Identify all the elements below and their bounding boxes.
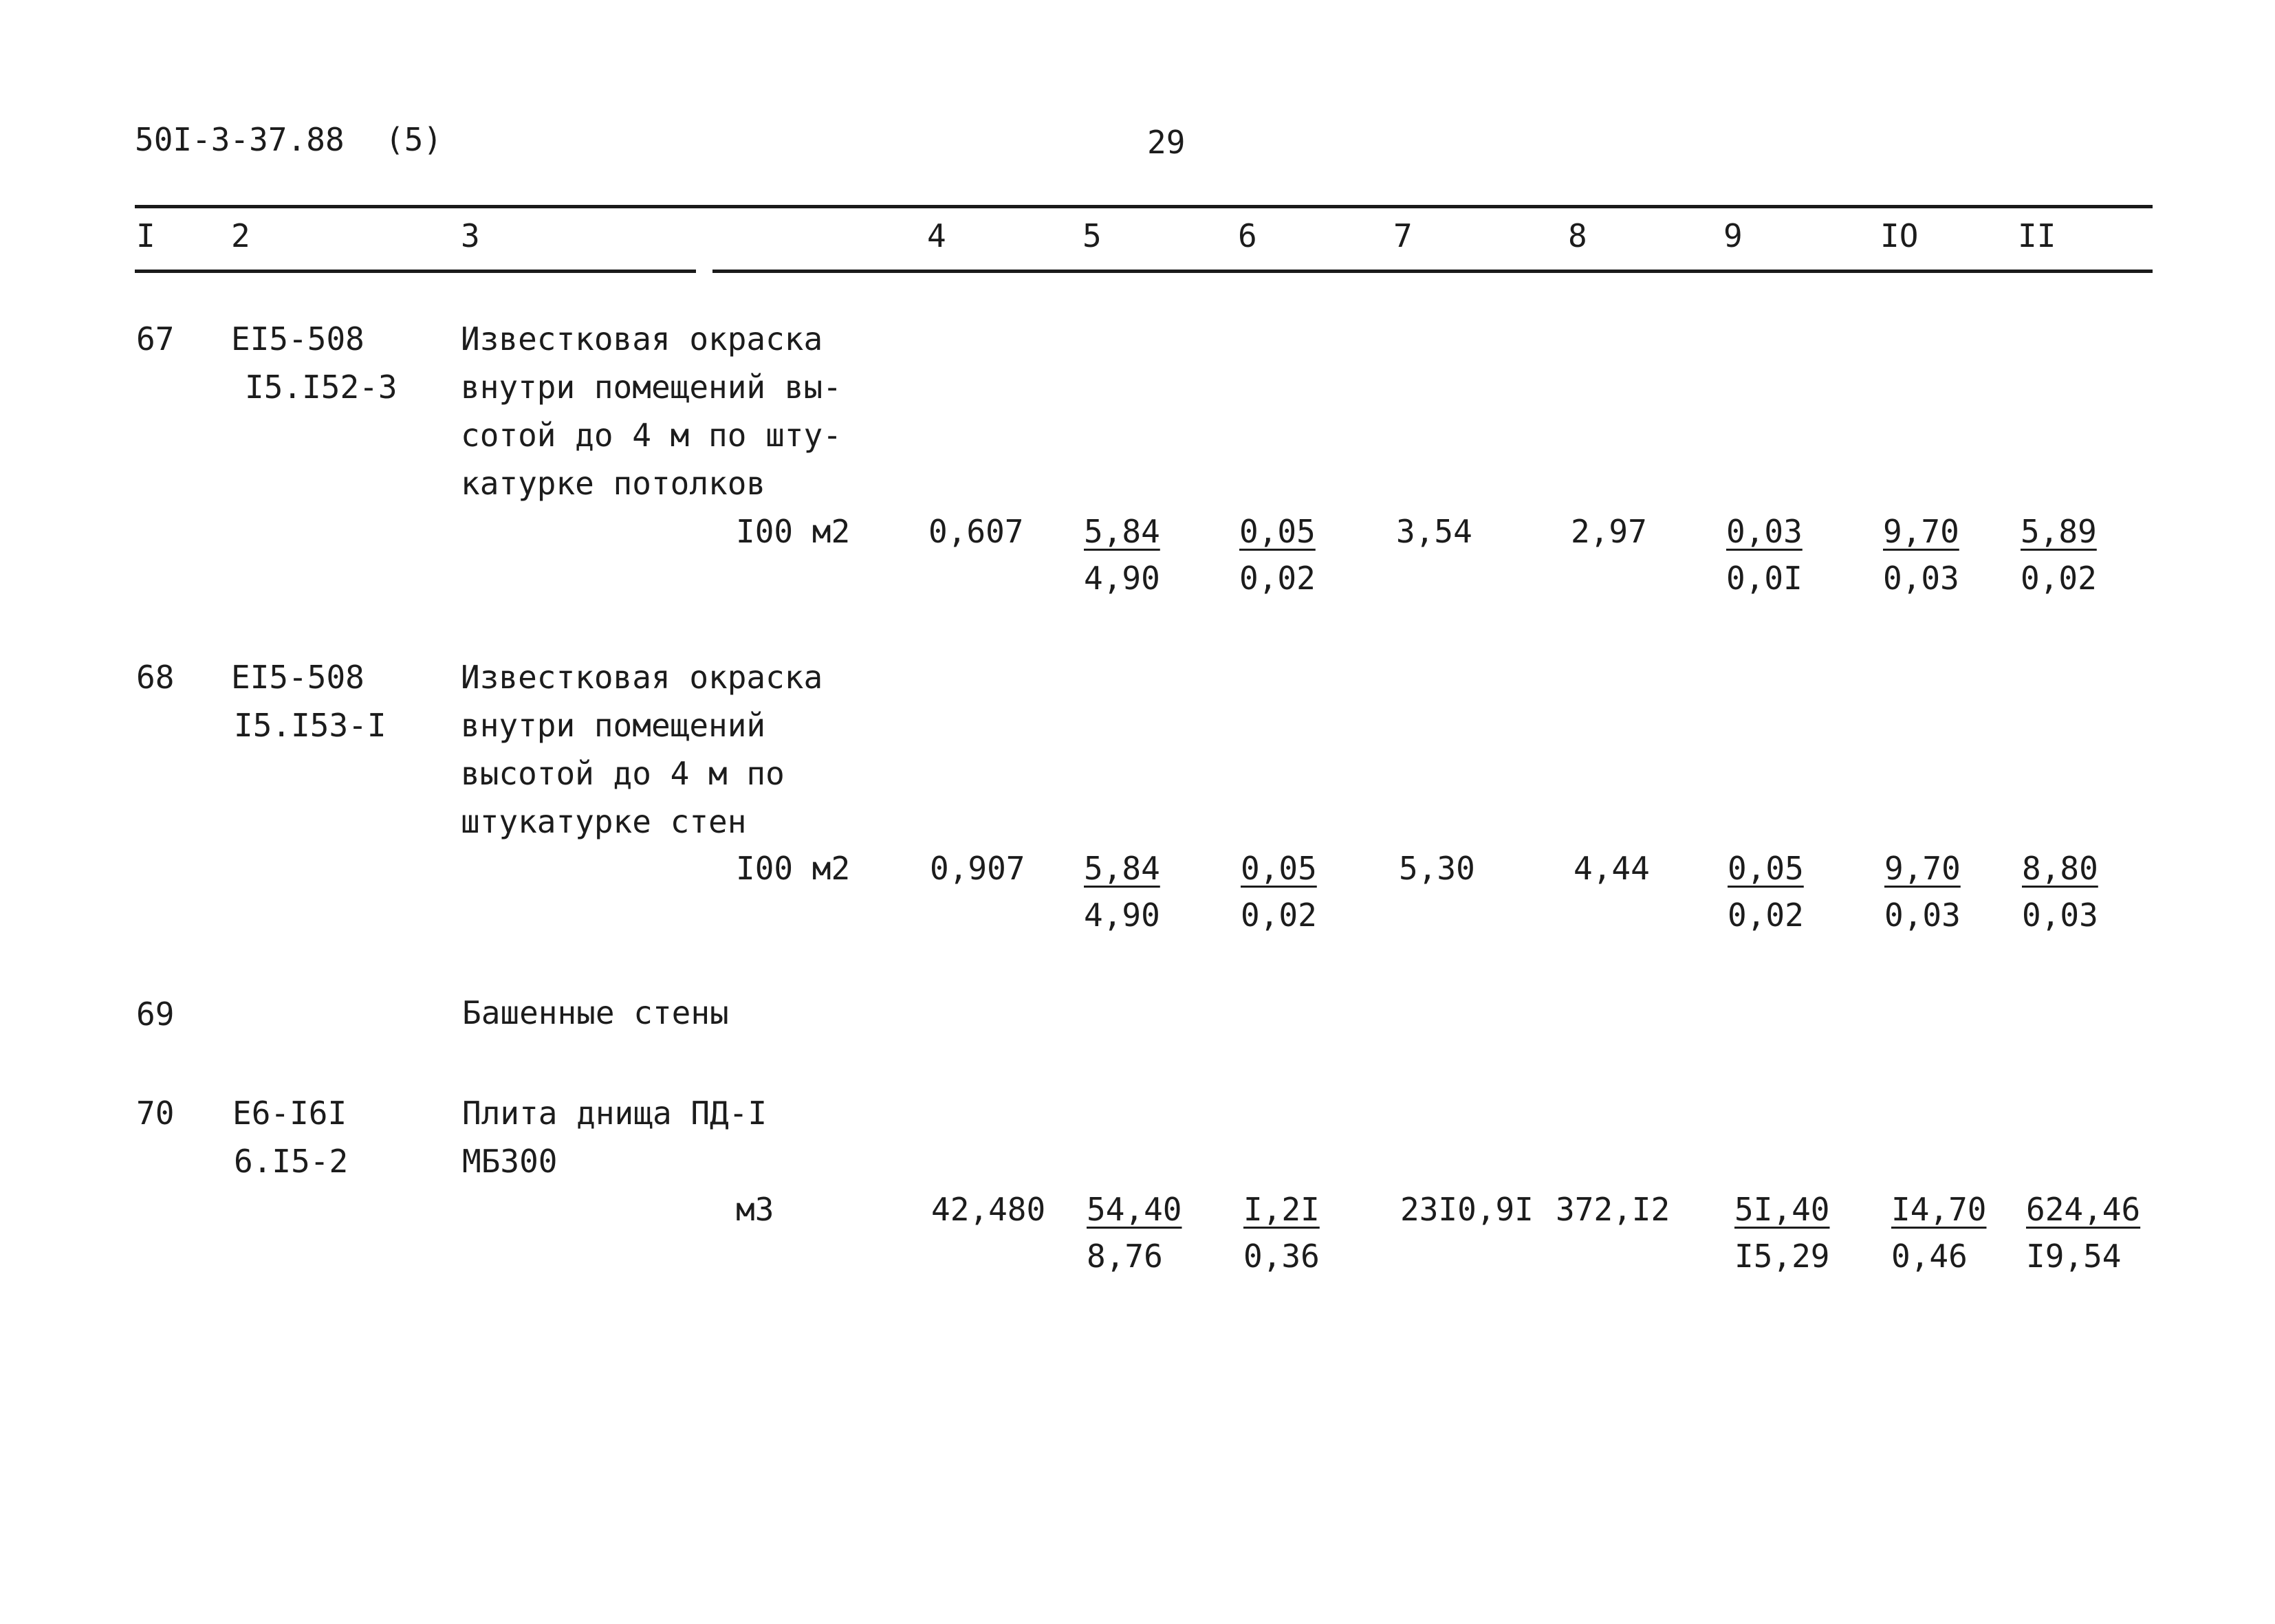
col11-top: 5,89 bbox=[2021, 513, 2097, 550]
column-number: 8 bbox=[1568, 217, 1587, 254]
col8-value: 372,I2 bbox=[1556, 1191, 1670, 1228]
column-number: 2 bbox=[231, 217, 250, 254]
quantity: 0,907 bbox=[930, 850, 1025, 887]
col10-bottom: 0,03 bbox=[1884, 897, 1961, 934]
description-line: Известковая окраска bbox=[461, 320, 823, 358]
col10-top: I4,70 bbox=[1891, 1191, 1987, 1228]
col7-value: 23I0,9I bbox=[1400, 1191, 1534, 1228]
row-number: 69 bbox=[136, 996, 175, 1033]
document-code: 50I-3-37.88 bbox=[135, 121, 345, 158]
col7-value: 3,54 bbox=[1396, 513, 1472, 550]
col11-top: 624,46 bbox=[2026, 1191, 2141, 1228]
code-line2: I5.I52-3 bbox=[245, 369, 398, 406]
code-line1: EI5-508 bbox=[231, 659, 364, 696]
col8-value: 4,44 bbox=[1574, 850, 1650, 887]
col9-top: 5I,40 bbox=[1734, 1191, 1830, 1228]
description-line: внутри помещений bbox=[461, 707, 766, 744]
col6-top: 0,05 bbox=[1241, 850, 1317, 887]
column-number: 4 bbox=[927, 217, 946, 254]
col11-bottom: 0,02 bbox=[2021, 560, 2097, 597]
section-heading: Башенные стены bbox=[462, 994, 729, 1031]
description-line: высотой до 4 м по bbox=[461, 755, 785, 792]
col5-bottom: 4,90 bbox=[1084, 560, 1160, 597]
col6-top: I,2I bbox=[1243, 1191, 1320, 1228]
col5-bottom: 4,90 bbox=[1084, 897, 1160, 934]
description-line: Известковая окраска bbox=[461, 659, 823, 696]
col10-bottom: 0,03 bbox=[1883, 560, 1959, 597]
col8-value: 2,97 bbox=[1571, 513, 1647, 550]
row-number: 70 bbox=[136, 1095, 175, 1132]
col6-bottom: 0,02 bbox=[1241, 897, 1317, 934]
col7-value: 5,30 bbox=[1399, 850, 1475, 887]
description-line: Плита днища ПД-I bbox=[462, 1095, 768, 1132]
document-part: (5) bbox=[385, 121, 443, 158]
code-line2: 6.I5-2 bbox=[234, 1143, 349, 1180]
column-number: 5 bbox=[1082, 217, 1102, 254]
description-line: сотой до 4 м по шту- bbox=[461, 417, 842, 454]
col9-top: 0,03 bbox=[1726, 513, 1803, 550]
unit: I00 м2 bbox=[736, 850, 851, 887]
quantity: 42,480 bbox=[931, 1191, 1046, 1228]
col9-top: 0,05 bbox=[1728, 850, 1804, 887]
unit: м3 bbox=[736, 1191, 774, 1228]
col11-bottom: I9,54 bbox=[2026, 1238, 2122, 1275]
column-number: 3 bbox=[461, 217, 480, 254]
column-number: I bbox=[136, 217, 155, 254]
description-line: МБ300 bbox=[462, 1143, 558, 1180]
col11-top: 8,80 bbox=[2022, 850, 2098, 887]
col9-bottom: 0,0I bbox=[1726, 560, 1803, 597]
row-number: 67 bbox=[136, 320, 175, 358]
description-line: штукатурке стен bbox=[461, 803, 747, 840]
page-number: 29 bbox=[1147, 124, 1186, 161]
col11-bottom: 0,03 bbox=[2022, 897, 2098, 934]
unit: I00 м2 bbox=[736, 513, 851, 550]
code-line1: E6-I6I bbox=[232, 1095, 347, 1132]
quantity: 0,607 bbox=[928, 513, 1024, 550]
col10-top: 9,70 bbox=[1883, 513, 1959, 550]
col5-top: 54,40 bbox=[1087, 1191, 1182, 1228]
row-number: 68 bbox=[136, 659, 175, 696]
column-number: II bbox=[2018, 217, 2056, 254]
description-line: катурке потолков bbox=[461, 465, 766, 502]
column-number: 6 bbox=[1238, 217, 1257, 254]
col6-bottom: 0,36 bbox=[1243, 1238, 1320, 1275]
header-bottom-rule-left bbox=[135, 270, 696, 273]
code-line2: I5.I53-I bbox=[234, 707, 387, 744]
col5-bottom: 8,76 bbox=[1087, 1238, 1163, 1275]
column-number: 7 bbox=[1393, 217, 1413, 254]
col5-top: 5,84 bbox=[1084, 513, 1160, 550]
code-line1: EI5-508 bbox=[231, 320, 364, 358]
table-top-rule bbox=[135, 205, 2153, 208]
col9-bottom: I5,29 bbox=[1734, 1238, 1830, 1275]
col5-top: 5,84 bbox=[1084, 850, 1160, 887]
header-bottom-rule-right bbox=[712, 270, 2153, 273]
col10-bottom: 0,46 bbox=[1891, 1238, 1968, 1275]
col10-top: 9,70 bbox=[1884, 850, 1961, 887]
col6-top: 0,05 bbox=[1239, 513, 1316, 550]
description-line: внутри помещений вы- bbox=[461, 369, 842, 406]
col9-bottom: 0,02 bbox=[1728, 897, 1804, 934]
column-number: 9 bbox=[1723, 217, 1743, 254]
col6-bottom: 0,02 bbox=[1239, 560, 1316, 597]
column-number: IO bbox=[1880, 217, 1919, 254]
